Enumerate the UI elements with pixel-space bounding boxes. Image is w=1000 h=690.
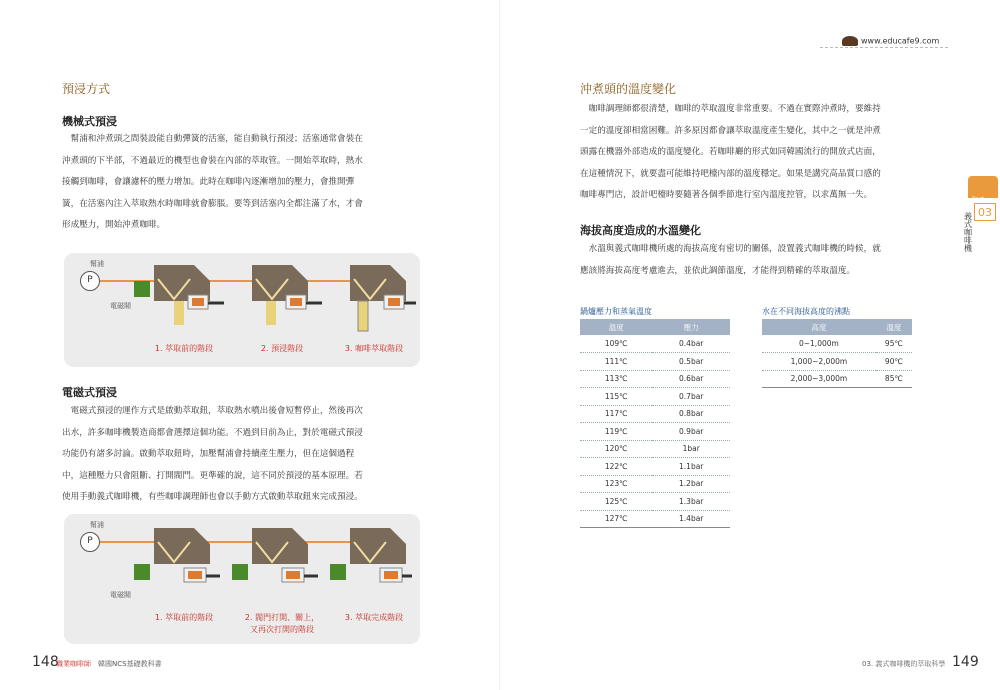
- table-cell: 95℃: [876, 335, 912, 353]
- altitude-paragraph: [580, 239, 952, 282]
- table-cell: 0.7bar: [652, 388, 730, 406]
- stage-label: 1. 萃取前的階段: [154, 613, 214, 622]
- text-line: 出水，許多咖啡機製造商都會選擇這個功能。不過到目前為止，對於電磁式預浸: [62, 427, 363, 438]
- section-title-preinfusion: 預浸方式: [62, 82, 111, 96]
- table-header: 溫度: [580, 319, 652, 335]
- text-line: 咖啡調理師都很清楚，咖啡的萃取溫度非常重要。不過在實際沖煮時，要維持: [580, 104, 881, 114]
- table2-caption: 水在不同海拔高度的沸點: [762, 307, 850, 316]
- text-line: 一定的溫度卻相當困難。許多原因都會讓萃取溫度產生變化，其中之一就是沖煮: [580, 125, 881, 136]
- text-line: 應該將海拔高度考慮進去，並依此調節溫度，才能得到精確的萃取溫度。: [580, 265, 856, 276]
- table-cell: 0.6bar: [652, 370, 730, 388]
- text-line: 功能仍有諸多討論。啟動萃取鈕時，加壓幫浦會持續產生壓力，但在這個過程: [62, 449, 355, 460]
- mechanical-diagram: [64, 253, 420, 367]
- table-cell: 119℃: [580, 423, 652, 441]
- table-cell: 123℃: [580, 475, 652, 493]
- table-row: [580, 475, 730, 493]
- table-cell: 120℃: [580, 440, 652, 458]
- part-number: 03: [974, 203, 996, 221]
- table-header: 高度: [762, 319, 876, 335]
- elec-paragraph: [62, 401, 426, 509]
- table-cell: 0.5bar: [652, 353, 730, 371]
- table-cell: 109℃: [580, 335, 652, 353]
- stage-label: 3. 咖啡萃取階段: [344, 344, 404, 353]
- table-cell: 0~1,000m: [762, 335, 876, 353]
- pump-icon: P: [80, 271, 100, 291]
- table-cell: 1bar: [652, 440, 730, 458]
- table-row: [580, 353, 730, 371]
- text-line: 使用手動義式咖啡機，有些咖啡調理師也會以手動方式啟動萃取鈕來完成預浸。: [62, 492, 363, 503]
- mech-paragraph: [62, 129, 426, 237]
- table-cell: 125℃: [580, 493, 652, 511]
- table-cell: 1,000~2,000m: [762, 353, 876, 371]
- book-subtitle: 韓國NCS基礎教科書: [98, 660, 162, 668]
- table-cell: 1.3bar: [652, 493, 730, 511]
- table-cell: 90℃: [876, 353, 912, 371]
- table-cell: 0.8bar: [652, 405, 730, 423]
- subtitle-altitude: 海拔高度造成的水溫變化: [580, 224, 701, 237]
- page-number: 149: [952, 654, 979, 670]
- boiling-point-table: [762, 319, 912, 388]
- pump-label: 幫浦: [90, 521, 104, 529]
- text-line: 在這種情況下，就要盡可能維持吧檯內部的溫度穩定。如果是講究高品質口感的: [580, 168, 881, 179]
- page-number: 148: [32, 654, 59, 670]
- table-cell: 85℃: [876, 370, 912, 388]
- text-line: 水溫與義式咖啡機所處的海拔高度有密切的關係，設置義式咖啡機的時候，就: [580, 244, 881, 254]
- section-title-temperature: 沖煮頭的溫度變化: [580, 82, 677, 96]
- text-line: 頭露在機器外部造成的溫度變化。若咖啡廳的形式如同韓國流行的開放式店面，: [580, 147, 881, 158]
- part-word: Part: [972, 196, 984, 203]
- text-line: 沖煮頭的下半部，不過最近的機型也會裝在內部的萃取管。一開始萃取時，熱水: [62, 155, 363, 166]
- table-row: [762, 335, 912, 353]
- table-row: [580, 335, 730, 353]
- table-row: [762, 370, 912, 388]
- logo-text: www.educafe9.com: [861, 36, 940, 46]
- temperature-paragraph: [580, 99, 952, 207]
- side-tab-vertical-text: [962, 212, 974, 254]
- text-line: 形成壓力，開始沖煮咖啡。: [62, 220, 166, 231]
- table-cell: 127℃: [580, 510, 652, 528]
- side-tab-top: [968, 176, 998, 198]
- page-gutter: [499, 0, 500, 690]
- text-line: 接觸到咖啡，會讓濾杯的壓力增加。此時在咖啡內逐漸增加的壓力，會推開彈: [62, 177, 355, 188]
- electromagnetic-diagram: [64, 514, 420, 644]
- subtitle-mechanical: 機械式預浸: [62, 115, 117, 128]
- table-cell: 117℃: [580, 405, 652, 423]
- subtitle-electromagnetic: 電磁式預浸: [62, 386, 117, 399]
- table-cell: 1.4bar: [652, 510, 730, 528]
- chapter-title: 03. 義式咖啡機的萃取科學: [862, 660, 946, 668]
- text-line: 幫浦和沖煮頭之間裝設能自動彈簧的活塞，能自動執行預浸；活塞通常會裝在: [62, 134, 363, 144]
- table-row: [580, 388, 730, 406]
- pump-label: 幫浦: [90, 260, 104, 268]
- table1-caption: 鍋爐壓力和蒸氣溫度: [580, 307, 652, 316]
- table-row: [580, 423, 730, 441]
- table-header: 溫度: [876, 319, 912, 335]
- table-row: [580, 510, 730, 528]
- vertical-label: 義式咖啡機: [963, 212, 973, 252]
- table-cell: 1.1bar: [652, 458, 730, 476]
- valve-label: 電磁閥: [110, 591, 131, 599]
- pump-icon: P: [80, 532, 100, 552]
- boiler-pressure-table: [580, 319, 730, 528]
- table-row: [580, 440, 730, 458]
- stage-label: 2. 預浸階段: [260, 344, 304, 353]
- table-cell: 0.9bar: [652, 423, 730, 441]
- table-cell: 113℃: [580, 370, 652, 388]
- text-line: 中，這種壓力只會阻斷、打開閥門。更準確的說，這不同於預浸的基本原理。若: [62, 470, 363, 481]
- valve-label: 電磁閥: [110, 302, 131, 310]
- table-cell: 115℃: [580, 388, 652, 406]
- table-header: 壓力: [652, 319, 730, 335]
- text-line: 電磁式預浸的運作方式是啟動萃取鈕，萃取熱水噴出後會短暫停止，然後再次: [62, 406, 363, 416]
- table-row: [580, 370, 730, 388]
- table-cell: 1.2bar: [652, 475, 730, 493]
- stage-label: 3. 萃取完成階段: [344, 613, 404, 622]
- table-row: [580, 405, 730, 423]
- text-line: 咖啡專門店，設計吧檯時要隨著各個季節進行室內溫度控管，以求萬無一失。: [580, 190, 873, 201]
- table-row: [580, 458, 730, 476]
- table-cell: 0.4bar: [652, 335, 730, 353]
- stage-label: 2. 閥門打開、關上， 又再次打開的階段: [244, 613, 320, 634]
- table-row: [762, 353, 912, 371]
- text-line: 簧，在活塞內注入萃取熱水時咖啡就會膨脹。要等到活塞內全都注滿了水，才會: [62, 198, 363, 209]
- table-cell: 111℃: [580, 353, 652, 371]
- table-row: [580, 493, 730, 511]
- book-title: 職業咖啡師: [56, 660, 91, 668]
- table-cell: 122℃: [580, 458, 652, 476]
- table-cell: 2,000~3,000m: [762, 370, 876, 388]
- stage-label: 1. 萃取前的階段: [154, 344, 214, 353]
- right-page: [500, 0, 1000, 690]
